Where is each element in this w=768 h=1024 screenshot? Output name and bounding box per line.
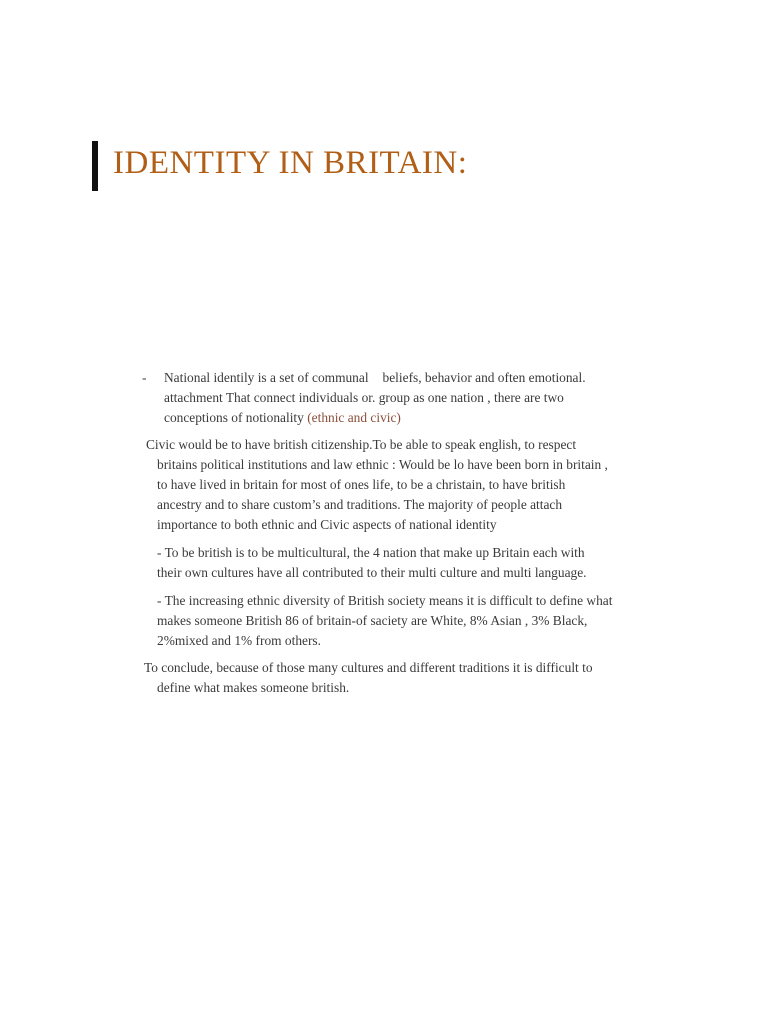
multicultural-line-2: their own cultures have all contributed to their multi culture and multi language.: [157, 565, 587, 580]
civic-line-2: britains political institutions and law ethnic : Would be lo have been born in britain ,: [157, 457, 608, 472]
title-accent-bar: [92, 141, 98, 191]
multicultural-line-1: - To be british is to be multicultural, the 4 nation that make up Britain each with: [157, 545, 585, 560]
ethnic-civic-highlight: (ethnic and civic): [307, 410, 401, 425]
bullet-line-3: [164, 408, 586, 428]
civic-line-1: Civic would be to have british citizenship.To be able to speak english, to respect: [146, 437, 577, 452]
bullet-line-1-b: beliefs, behavior and often emotional.: [382, 370, 586, 385]
conclusion-line-2: define what makes someone british.: [157, 680, 350, 695]
bullet-text: [164, 368, 586, 428]
bullet-dash: -: [142, 370, 147, 385]
paragraph-conclusion: [144, 658, 684, 698]
diversity-line-1: - The increasing ethnic diversity of British society means it is difficult to define what: [157, 593, 613, 608]
paragraph-civic-ethnic: [146, 435, 686, 535]
bullet-line-2: attachment That connect individuals or. group as one nation , there are two: [164, 390, 564, 405]
bullet-line-1-a: National identily is a set of communal: [164, 370, 369, 385]
civic-line-5: importance to both ethnic and Civic aspects of national identity: [157, 517, 497, 532]
diversity-line-3: 2%mixed and 1% from others.: [157, 633, 321, 648]
paragraph-diversity: [157, 591, 697, 651]
paragraph-multicultural: [157, 543, 697, 583]
civic-line-3: to have lived in britain for most of ones life, to be a christain, to have british: [157, 477, 566, 492]
civic-line-4: ancestry and to share custom’s and traditions. The majority of people attach: [157, 497, 563, 512]
page-title: IDENTITY IN BRITAIN:: [113, 145, 468, 181]
conclusion-line-1: To conclude, because of those many cultures and different traditions it is difficult to: [144, 660, 593, 675]
bullet-line-1: [164, 368, 586, 388]
diversity-line-2: makes someone British 86 of britain-of saciety are White, 8% Asian , 3% Black,: [157, 613, 588, 628]
bullet-line-3-a: conceptions of notionality: [164, 410, 304, 425]
